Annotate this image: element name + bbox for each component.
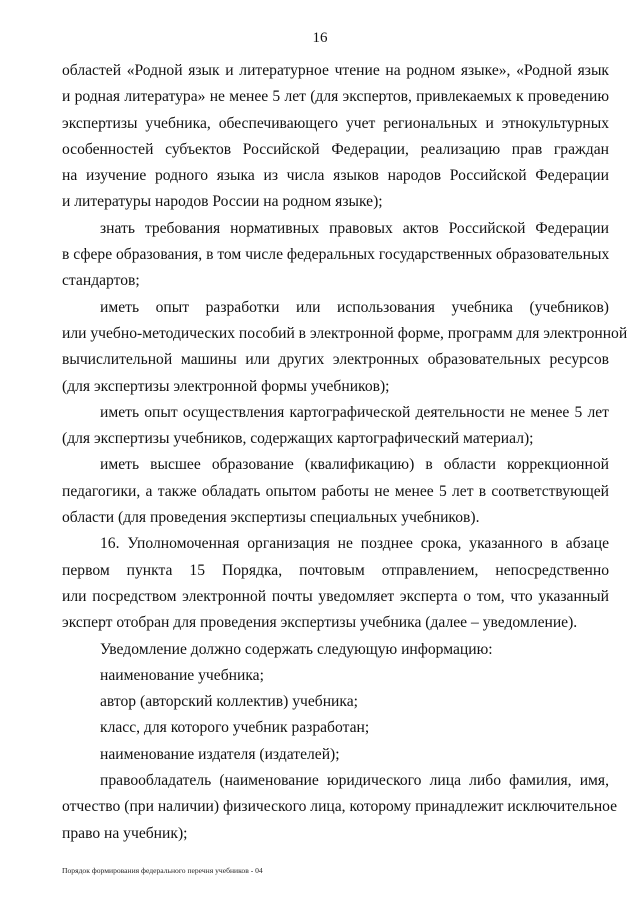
text-line: 16. Уполномоченная организация не позднее срока, указанного в абзаце bbox=[100, 535, 609, 553]
text-line: иметь высшее образование (квалификацию) в области коррекционной bbox=[100, 456, 609, 474]
text-line: первом пункта 15 Порядка, почтовым отправлением, непосредственно bbox=[62, 561, 609, 579]
text-line: в сфере образования, в том числе федеральных государственных образовательных bbox=[62, 246, 610, 264]
text-line: правообладатель (наименование юридического лица либо фамилия, имя, bbox=[100, 772, 609, 790]
text-line: право на учебник); bbox=[62, 824, 188, 842]
text-line: Уведомление должно содержать следующую информацию: bbox=[100, 640, 493, 658]
text-line: вычислительной машины или других электронных образовательных ресурсов bbox=[62, 351, 609, 369]
text-line: или учебно-методических пособий в электронной форме, программ для электронной bbox=[62, 324, 628, 342]
text-line: знать требования нормативных правовых актов Российской Федерации bbox=[100, 219, 609, 237]
text-line: на изучение родного языка из числа языков народов Российской Федерации bbox=[62, 167, 609, 185]
text-line: эксперт отобран для проведения экспертизы учебника (далее – уведомление). bbox=[62, 614, 578, 632]
body-text bbox=[62, 58, 628, 847]
text-line: автор (авторский коллектив) учебника; bbox=[100, 693, 358, 711]
text-line: экспертизы учебника, обеспечивающего учет региональных и этнокультурных bbox=[62, 114, 609, 132]
page-number: 16 bbox=[312, 30, 328, 46]
text-line: и литературы народов России на родном языке); bbox=[62, 193, 383, 211]
footer-document-title: Порядок формирования федерального перечня учебников - 04 bbox=[62, 866, 263, 875]
text-line: или посредством электронной почты уведомляет эксперта о том, что указанный bbox=[62, 587, 609, 605]
text-line: класс, для которого учебник разработан; bbox=[100, 719, 370, 737]
text-line: (для экспертизы учебников, содержащих картографический материал); bbox=[62, 430, 534, 448]
text-line: иметь опыт разработки или использования учебника (учебников) bbox=[100, 298, 609, 316]
text-line: наименование издателя (издателей); bbox=[100, 745, 340, 763]
text-line: отчество (при наличии) физического лица, которому принадлежит исключительное bbox=[62, 798, 618, 816]
text-line: области (для проведения экспертизы специальных учебников). bbox=[62, 509, 480, 527]
text-line: (для экспертизы электронной формы учебников); bbox=[62, 377, 390, 395]
text-line: педагогики, а также обладать опытом работы не менее 5 лет в соответствующей bbox=[62, 482, 609, 500]
text-line: стандартов; bbox=[62, 272, 140, 290]
text-line: областей «Родной язык и литературное чтение на родном языке», «Родной язык bbox=[62, 62, 609, 79]
text-line: и родная литература» не менее 5 лет (для экспертов, привлекаемых к проведению bbox=[62, 88, 609, 106]
text-line: наименование учебника; bbox=[100, 666, 264, 684]
text-line: иметь опыт осуществления картографической деятельности не менее 5 лет bbox=[100, 403, 609, 421]
text-line: особенностей субъектов Российской Федерации, реализацию прав граждан bbox=[62, 140, 609, 158]
